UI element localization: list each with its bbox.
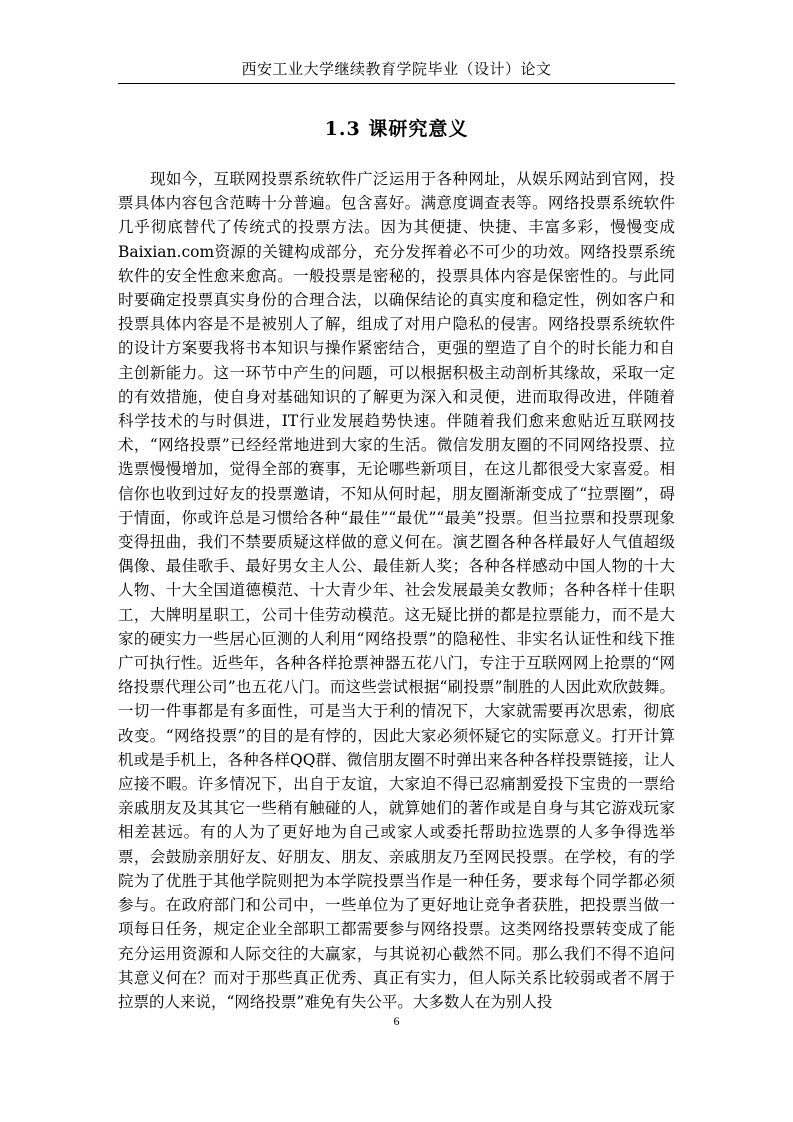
running-header: 西安工业大学继续教育学院毕业（设计）论文 [241,60,552,78]
page-number: 6 [393,1014,400,1028]
body-paragraph: 现如今，互联网投票系统软件广泛运用于各种网址，从娱乐网站到官网，投票具体内容包含范畴十分普遍。包含喜好。满意度调查表等。网络投票系统软件几乎彻底替代了传统式的投票方法。因为其便捷、快捷、丰富多彩，慢慢变成Baixian.com资源的关键构成部分，充分发挥着必不可少的功效。网络投票系统软件的安全性愈来愈高。一般投票是密秘的，投票具体内容是保密性的。与此同时要确定投票真实身份的合理合法，以确保结论的真实度和稳定性，例如客户和投票具体内容是不是被别人了解，组成了对用户隐私的侵害。网络投票系统软件的设计方案要我将书本知识与操作紧密结合，更强的塑造了自个的时长能力和自主创新能力。这一环节中产生的问题，可以根据积极主动剖析其缘故，采取一定的有效措施，使自身对基础知识的了解更为深入和灵便，进而取得改进，伴随着科学技术的与时俱进，IT行业发展趋势快速。伴随着我们愈来愈贴近互联网技术，“网络投票”已经经常地进到大家的生活。微信发朋友圈的不同网络投票、拉选票慢慢增加，觉得全部的赛事，无论哪些新项目，在这儿都很受大家喜爱。相信你也收到过好友的投票邀请，不知从何时起，朋友圈渐渐变成了“拉票圈”，碍于情面，你或许总是习惯给各种“最佳”“最优”“最美”投票。但当拉票和投票现象变得扭曲，我们不禁要质疑这样做的意义何在。演艺圈各种各样最好人气值超级偶像、最佳歌手、最好男女主人公、最佳新人奖；各种各样感动中国人物的十大人物、十大全国道德模范、十大青少年、社会发展最美女教师；各种各样十佳职工，大牌明星职工，公司十佳劳动模范。这无疑比拼的都是拉票能力，而不是大家的硬实力一些居心叵测的人利用“网络投票”的隐秘性、非实名认证性和线下推广可执行性。近些年，各种各样抢票神器五花八门，专注于互联网网上抢票的“网络投票代理公司”也五花八门。而这些尝试根据“刷投票”制胜的人因此欢欣鼓舞。一切一件事都是有多面性，可是当大于利的情况下，大家就需要再次思索，彻底改变。“网络投票”的目的是有悖的，因此大家必须怀疑它的实际意义。打开计算机或是手机上，各种各样QQ群、微信朋友圈不时弹出来各种各样投票链接，让人应接不暇。许多情况下，出自于友谊，大家迫不得已忍痛割爱投下宝贵的一票给亲戚朋友及其其它一些稍有触碰的人，就算她们的著作或是自身与其它游戏玩家相差甚远。有的人为了更好地为自己或家人或委托帮助拉选票的人多争得选举票，会鼓励亲朋好友、好朋友、朋友、亲戚朋友乃至网民投票。在学校，有的学院为了优胜于其他学院则把为本学院投票当作是一种任务，要求每个同学都必须参与。在政府部门和公司中，一些单位为了更好地让竞争者获胜，把投票当做一项每日任务，规定企业全部职工都需要参与网络投票。这类网络投票转变成了能充分运用资源和人际交往的大赢家，与其说初心截然不同。那么我们不得不追问其意义何在？而对于那些真正优秀、真正有实力，但人际关系比较弱或者不屑于拉票的人来说，“网络投票”难免有失公平。大多数人在为别人投 [118,170,675,1011]
section-title: 1.3 课研究意义 [324,118,469,140]
header-rule [118,83,675,84]
